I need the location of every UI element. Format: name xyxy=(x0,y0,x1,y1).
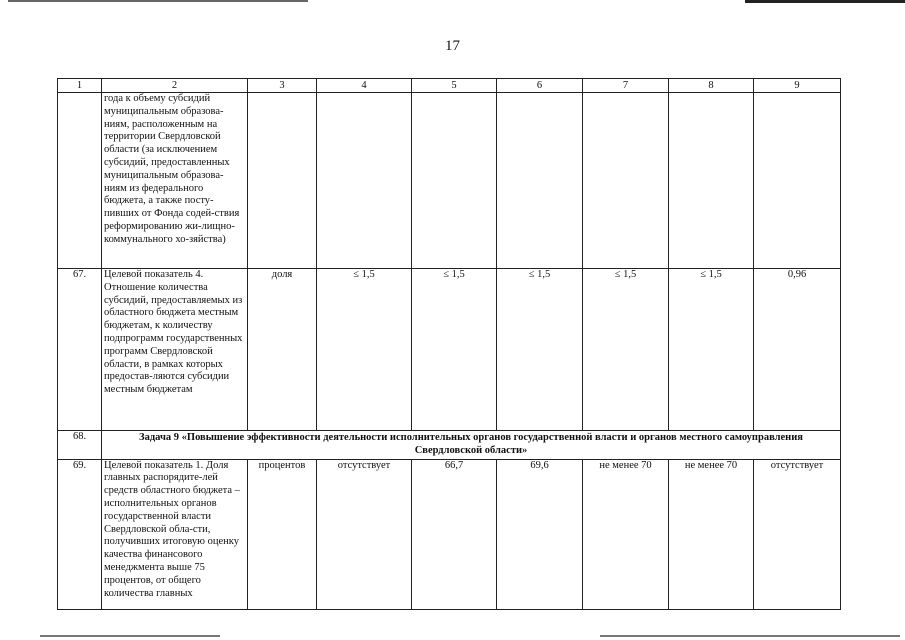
description-text: Целевой показатель 1. Доля главных распорядите-лей средств областного бюджета – исполнительных органов государственной власти Свердловской обла-сти, получивших итоговую оценку качества финансового менеджмента выше 75 процентов, от общего количества главных xyxy=(104,459,240,599)
page-number: 17 xyxy=(445,38,460,54)
value-cell: 66,7 xyxy=(412,459,497,609)
table-row xyxy=(58,93,841,269)
value-cell: не менее 70 xyxy=(583,459,669,609)
column-header: 5 xyxy=(412,79,497,93)
bottom-rule-left xyxy=(40,635,220,637)
value-cell: отсутствует xyxy=(317,459,412,609)
value-cell: отсутствует xyxy=(754,459,841,609)
row-number xyxy=(58,93,102,269)
indicator-description: года к объему субсидий муниципальным образова-ниям, расположенным на территории Свердловской области (за исключением субсидий, предоставленных муниципальным образова-ниям из федерального бюджета, а также посту-пивших от Фонда содей-ствия реформированию жи-лищно-коммунального хо-зяйства) xyxy=(102,93,248,269)
task-title: Задача 9 «Повышение эффективности деятельности исполнительных органов государственной власти и органов местного самоуправления Свердловской области» xyxy=(102,431,841,460)
value-cell: ≤ 1,5 xyxy=(583,269,669,431)
value-cell: ≤ 1,5 xyxy=(497,269,583,431)
column-header: 4 xyxy=(317,79,412,93)
column-header: 7 xyxy=(583,79,669,93)
column-header: 6 xyxy=(497,79,583,93)
task-row xyxy=(58,431,841,460)
bottom-rule-right xyxy=(600,635,900,637)
row-number: 68. xyxy=(58,431,102,460)
indicator-description: Целевой показатель 4. Отношение количества субсидий, предоставляемых из областного бюджета местным бюджетам, к количеству подпрограмм государственных программ Свердловской области, в рамках которых предостав-ляются субсидии местным бюджетам xyxy=(102,269,248,431)
value-cell xyxy=(754,93,841,269)
column-header: 9 xyxy=(754,79,841,93)
row-number: 67. xyxy=(58,269,102,431)
value-cell xyxy=(497,93,583,269)
top-rule-left xyxy=(8,0,308,2)
value-cell xyxy=(412,93,497,269)
table-row xyxy=(58,269,841,431)
value-cell: ≤ 1,5 xyxy=(317,269,412,431)
unit-cell: доля xyxy=(248,269,317,431)
column-header: 1 xyxy=(58,79,102,93)
column-header: 2 xyxy=(102,79,248,93)
value-cell xyxy=(317,93,412,269)
column-header: 3 xyxy=(248,79,317,93)
table-header-row xyxy=(58,79,841,93)
unit-cell: процентов xyxy=(248,459,317,609)
value-cell xyxy=(669,93,754,269)
indicator-description xyxy=(102,459,248,609)
value-cell: ≤ 1,5 xyxy=(412,269,497,431)
unit-cell xyxy=(248,93,317,269)
value-cell: ≤ 1,5 xyxy=(669,269,754,431)
value-cell xyxy=(583,93,669,269)
value-cell: не менее 70 xyxy=(669,459,754,609)
row-number: 69. xyxy=(58,459,102,609)
indicators-table xyxy=(57,78,841,610)
top-rule-right xyxy=(745,0,905,3)
table-row xyxy=(58,459,841,609)
column-header: 8 xyxy=(669,79,754,93)
value-cell: 0,96 xyxy=(754,269,841,431)
value-cell: 69,6 xyxy=(497,459,583,609)
